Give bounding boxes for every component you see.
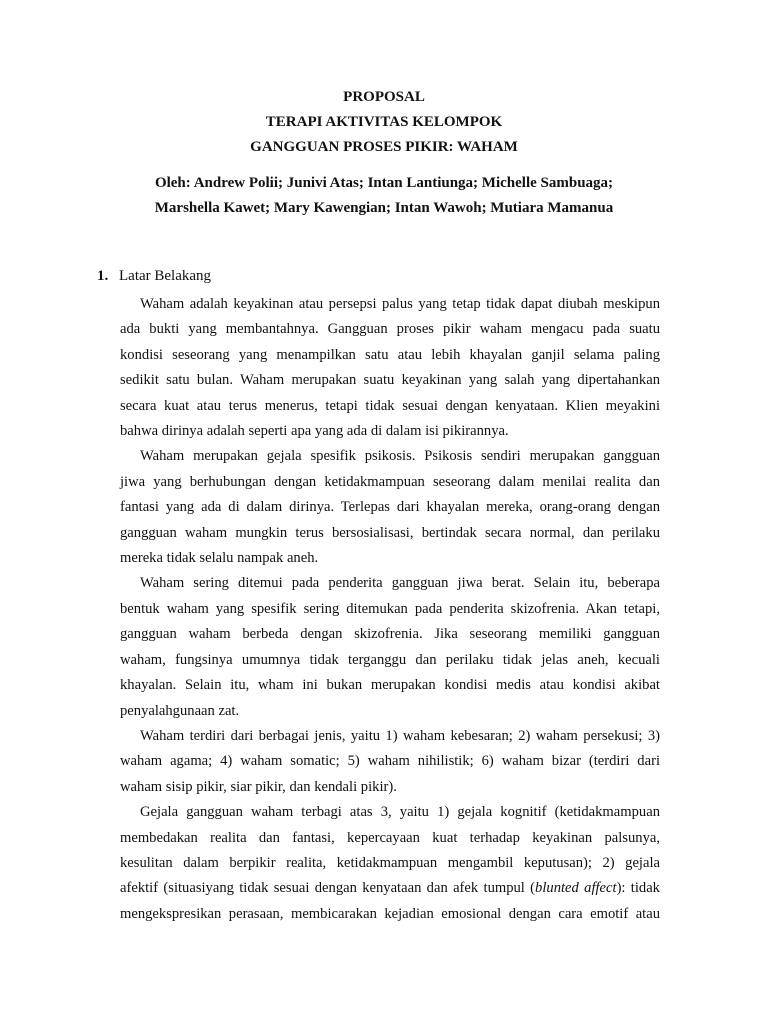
text-segment: afektif (situasiyang tidak sesuai dengan kenyataan dan afek tumpul ( <box>120 880 536 897</box>
body-text <box>120 292 660 927</box>
paragraph-line-emphasis <box>120 876 660 901</box>
paragraph-line: Gejala gangguan waham terbagi atas 3, yaitu 1) gejala kognitif (ketidakmampuan <box>140 804 660 821</box>
paragraph-3 <box>120 571 660 723</box>
paragraph-line: kesulitan dalam berpikir realita, ketidakmampuan mengambil keputusan); 2) gejala <box>120 854 660 871</box>
paragraph-line: gangguan waham mungkin terus bersosialisasi, bertindak secara normal, dan perilaku <box>120 524 660 541</box>
paragraph-4 <box>120 724 660 800</box>
paragraph-line: mengekspresikan perasaan, membicarakan kejadian emosional dengan cara emotif atau <box>120 905 660 922</box>
title-line-1: PROPOSAL <box>343 89 425 105</box>
paragraph-1 <box>120 292 660 444</box>
title-line-3: GANGGUAN PROSES PIKIR: WAHAM <box>250 139 518 155</box>
paragraph-line: khayalan. Selain itu, wham ini bukan merupakan kondisi medis atau kondisi akibat <box>120 677 660 694</box>
paragraph-line: membedakan realita dan fantasi, kepercayaan kuat terhadap keyakinan palsunya, <box>120 829 660 846</box>
section-heading <box>97 267 211 285</box>
paragraph-line: bahwa dirinya adalah seperti apa yang ada di dalam isi pikirannya. <box>120 423 509 440</box>
paragraph-line: jiwa yang berhubungan dengan ketidakmampuan seseorang dalam menilai realita dan <box>120 473 660 490</box>
paragraph-line: Waham adalah keyakinan atau persepsi palus yang tetap tidak dapat diubah meskipun <box>140 296 660 312</box>
authors-line-2: Marshella Kawet; Mary Kawengian; Intan Wawoh; Mutiara Mamanua <box>154 200 614 216</box>
authors-line-1: Oleh: Andrew Polii; Junivi Atas; Intan Lantiunga; Michelle Sambuaga; <box>154 175 614 191</box>
paragraph-line: Waham sering ditemui pada penderita gangguan jiwa berat. Selain itu, beberapa <box>140 575 660 592</box>
paragraph-line: waham, fungsinya umumnya tidak terganggu dan perilaku tidak jelas aneh, kecuali <box>120 651 660 668</box>
paragraph-line: waham sisip pikir, siar pikir, dan kendali pikir). <box>120 778 397 795</box>
paragraph-line: mereka tidak selalu nampak aneh. <box>120 550 319 567</box>
paragraph-line: kondisi seseorang yang menampilkan satu atau lebih khayalan ganjil selama paling <box>120 346 660 363</box>
paragraph-line: sedikit satu bulan. Waham merupakan suatu keyakinan yang salah yang dipertahankan <box>120 372 660 389</box>
paragraph-line: bentuk waham yang spesifik sering ditemukan pada penderita skizofrenia. Akan tetapi, <box>120 600 660 617</box>
paragraph-line: waham agama; 4) waham somatic; 5) waham nihilistik; 6) waham bizar (terdiri dari <box>120 753 660 770</box>
paragraph-line: secara kuat atau terus menerus, tetapi tidak sesuai dengan kenyataan. Klien meyakini <box>120 397 660 414</box>
paragraph-line: fantasi yang ada di dalam dirinya. Terlepas dari khayalan mereka, orang-orang dengan <box>120 499 660 516</box>
text-segment: ): tidak <box>616 880 660 897</box>
paragraph-line: penyalahgunaan zat. <box>120 702 240 719</box>
paragraph-2 <box>120 444 660 571</box>
emphasized-term: blunted affect <box>535 880 617 897</box>
title-line-2: TERAPI AKTIVITAS KELOMPOK <box>265 114 503 130</box>
paragraph-5 <box>120 800 660 927</box>
paragraph-line: gangguan waham berbeda dengan skizofrenia. Jika seseorang memiliki gangguan <box>120 626 660 643</box>
paragraph-line: Waham merupakan gejala spesifik psikosis. Psikosis sendiri merupakan gangguan <box>140 448 660 465</box>
section-title: Latar Belakang <box>119 268 212 284</box>
paragraph-line: ada bukti yang membantahnya. Gangguan proses pikir waham mengacu pada suatu <box>120 321 660 338</box>
paragraph-line: Waham terdiri dari berbagai jenis, yaitu 1) waham kebesaran; 2) waham persekusi; 3) <box>140 727 660 744</box>
section-number: 1. <box>97 268 109 284</box>
